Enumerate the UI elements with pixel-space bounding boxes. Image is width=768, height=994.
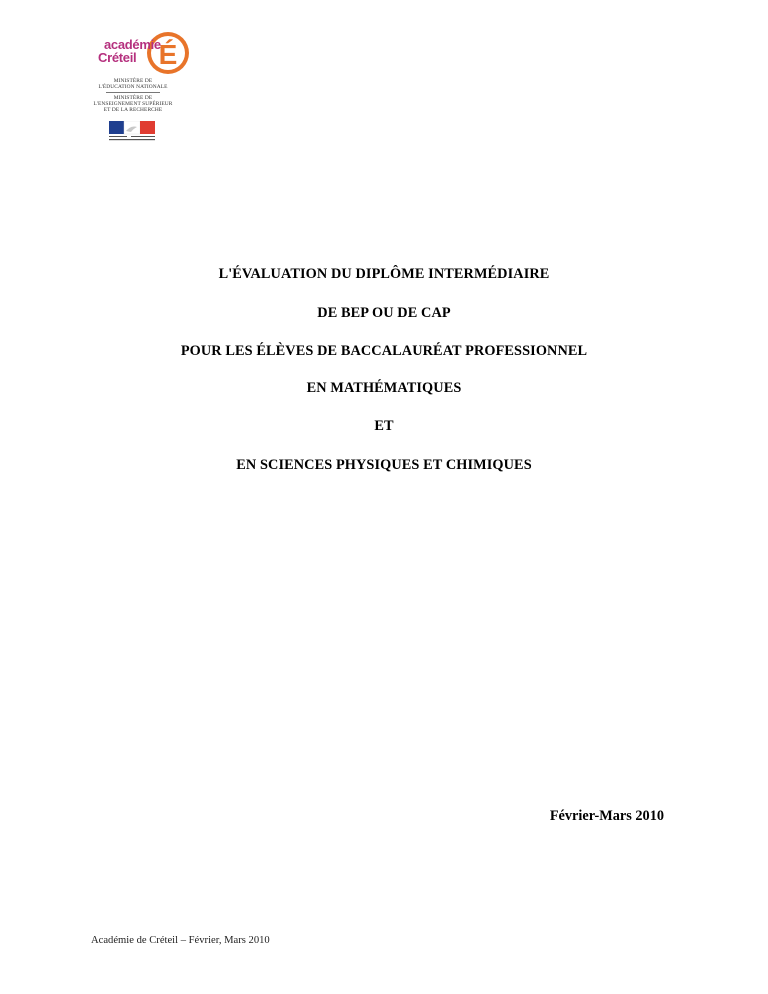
- document-date: Février-Mars 2010: [549, 808, 664, 824]
- ministry-line-1: MINISTÈRE DE: [113, 78, 153, 84]
- title-line-1: L'ÉVALUATION DU DIPLÔME INTERMÉDIAIRE: [218, 266, 550, 282]
- ministry-line-3: MINISTÈRE DE: [113, 95, 153, 101]
- academie-creteil-logo: [78, 20, 188, 144]
- logo-letter: É: [158, 39, 178, 70]
- page-footer: Académie de Créteil – Février, Mars 2010: [91, 935, 270, 946]
- title-line-3: POUR LES ÉLÈVES DE BACCALAURÉAT PROFESSIONNEL: [180, 343, 588, 359]
- republique-francaise-flag-icon: [109, 121, 155, 143]
- ministry-line-5: ET DE LA RECHERCHE: [103, 107, 163, 113]
- ministry-line-4: L'ENSEIGNEMENT SUPÉRIEUR: [93, 101, 173, 107]
- title-line-4: EN MATHÉMATIQUES: [306, 380, 462, 396]
- logo-brand-line2: Créteil: [98, 50, 137, 65]
- logo-brand-line1: académie: [104, 37, 161, 52]
- ministry-line-2: L'ÉDUCATION NATIONALE: [98, 84, 168, 90]
- title-line-6: EN SCIENCES PHYSIQUES ET CHIMIQUES: [236, 457, 532, 473]
- ministry-divider: [106, 92, 160, 93]
- title-line-5: ET: [374, 418, 394, 434]
- title-line-2: DE BEP OU DE CAP: [317, 305, 451, 321]
